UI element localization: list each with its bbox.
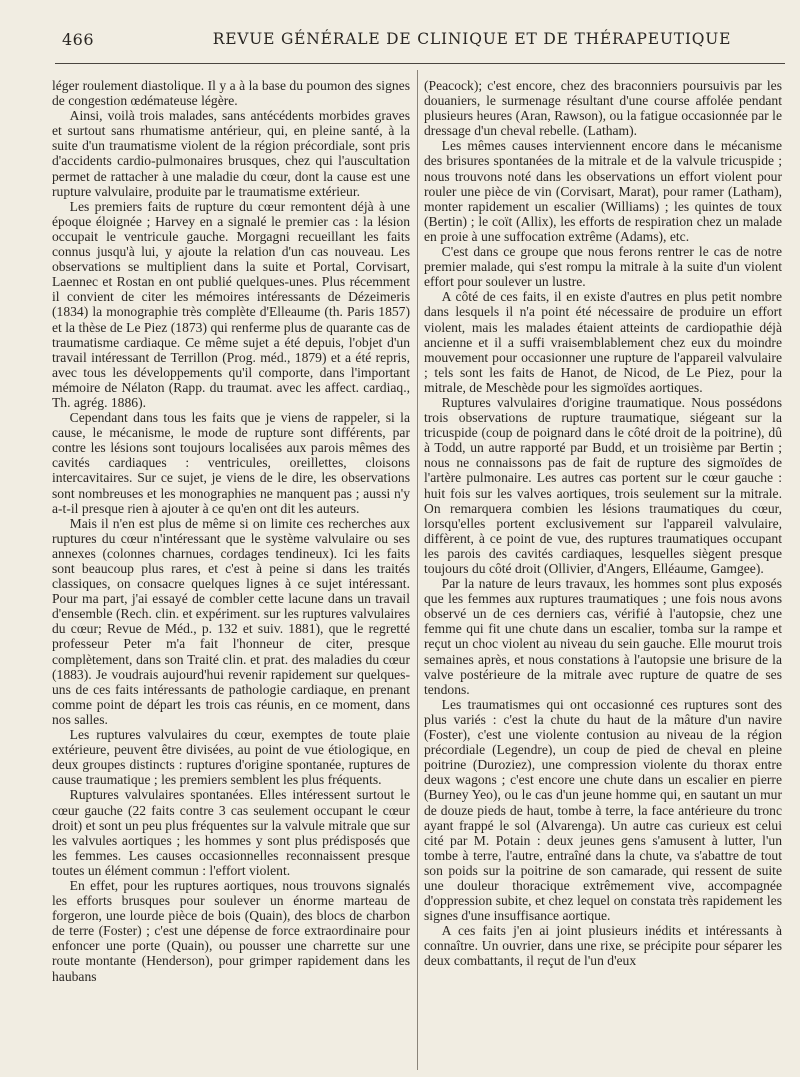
right-column [424,78,782,969]
paragraph: En effet, pour les ruptures aortiques, nous trouvons signalés les efforts brusques pour soulever un énorme marteau de forgeron, une lourde pièce de bois (Quain), des blocs de charbon de terre (Foster) ; c'est une dépense de force extraordinaire pour enfoncer une porte (Quain), ou pousser une charrette sur une route montante (Henderson), pour grimper rapidement dans les haubans [52,877,410,984]
paragraph: Par la nature de leurs travaux, les hommes sont plus exposés que les femmes aux ruptures traumatiques ; une fois nous avons observé un de ces derniers cas, vérifié à l'autopsie, chez une femme qui fit une chute dans un escalier, tomba sur la rampe et reçut un choc violent au niveau du sein gauche. Elle mourut trois semaines après, et nous constations à l'autopsie une brisure de la valve postérieure de la mitrale avec rupture de quatre de ses tendons. [424,576,782,697]
paragraph: Ainsi, voilà trois malades, sans antécédents morbides graves et surtout sans rhumatisme antérieur, qui, en pleine santé, à la suite d'un traumatisme violent de la région précordiale, sont pris d'accidents cardio-pulmonaires brusques, chez qui l'auscultation permet de rattacher à une maladie du cœur, dont la cause est une rupture valvulaire, produite par le traumatisme extérieur. [52,108,410,199]
paragraph: A côté de ces faits, il en existe d'autres en plus petit nombre dans lesquels il n'a point été nécessaire de produire un effort violent, mais les malades étaient atteints de cardiopathie déjà ancienne et il a suffi vraisemblablement chez eux du moindre mouvement pour occasionner une rupture de l'appareil valvulaire ; tels sont les faits de Hanot, de Nicod, de Le Piez, pour la mitrale, de Meschède pour les sigmoïdes aortiques. [424,289,782,395]
paragraph: C'est dans ce groupe que nous ferons rentrer le cas de notre premier malade, qui s'est rompu la mitrale à la suite d'un violent effort pour soulever un lustre. [424,244,782,290]
left-column [52,78,410,984]
paragraph: Les premiers faits de rupture du cœur remontent déjà à une époque éloignée ; Harvey en a signalé le premier cas : la lésion occupait le ventricule gauche. Morgagni recueillant les faits connus jusqu'à lui, y ajoute la relation d'un cas nouveau. Les observations se multiplient dans la suite et Portal, Corvisart, Laennec et Rostan en ont publié quelques-unes. Plus récemment il convient de citer les mémoires intéressants de Dézeimeris (1834) la monographie très complète d'Elleaume (th. Paris 1857) et la thèse de Le Piez (1873) qui renferme plus de quarante cas de traumatisme cardiaque. Ce même sujet a été depuis, l'objet d'un travail intéressant de Terrillon (Prog. méd., 1879) et a été repris, avec tous les développements qu'il comporte, dans l'important mémoire de Nélaton (Rapp. du traumat. avec les affect. cardiaq., Th. agrég. 1886). [52,198,410,410]
paragraph: Les traumatismes qui ont occasionné ces ruptures sont des plus variés : c'est la chute du haut de la mâture d'un navire (Foster), c'est une violente contusion au niveau de la région précordiale (Legendre), un coup de pied de cheval en pleine poitrine (Duroziez), une compression violente du thorax entre deux wagons ; c'est encore une chute dans un escalier en pierre (Burney Yeo), ou le cas d'un jeune homme qui, en sautant un mur de douze pieds de haut, tombe à terre, la face antérieure du tronc ayant frappé le sol (Alvarenga). Un autre cas curieux est celui cité par M. Potain : deux jeunes gens s'amusent à lutter, l'un tombe à terre, l'autre, entraîné dans la chute, va s'abattre de tout son poids sur la poitrine de son camarade, qui ressent de suite une douleur thoracique extrêmement vive, accompagnée d'oppression subite, et chez lequel on constata très rapidement les signes d'une insuffisance aortique. [424,696,782,924]
column-divider [417,70,418,1070]
paragraph: Cependant dans tous les faits que je viens de rappeler, si la cause, le mécanisme, le mode de rupture sont différents, par contre les lésions sont toujours localisées aux parois mêmes des cavités cardiaques : ventricules, oreillettes, cloisons intercavitaires. Sur ce sujet, je viens de le dire, les observations sont nombreuses et les monographies ne manquent pas ; aussi n'y a-t-il presque rien à ajouter à ce qu'en ont dit les auteurs. [52,410,410,516]
paragraph: Mais il n'en est plus de même si on limite ces recherches aux ruptures du cœur n'intéressant que le système valvulaire ou ses annexes (colonnes charnues, cordages tendineux). Ici les faits sont beaucoup plus rares, et c'est à peine si dans les traités classiques, on consacre quelques lignes à ce sujet intéressant. Pour ma part, j'ai essayé de combler cette lacune dans un travail d'ensemble (Rech. clin. et expériment. sur les ruptures valvulaires du cœur; Revue de Méd., p. 132 et suiv. 1881), que le regretté professeur Peter m'a fait l'honneur de citer, presque complètement, dans son Traité clin. et prat. des maladies du cœur (1883). Je voudrais aujourd'hui revenir rapidement sur quelques-uns de ces faits intéressants de pathologie cardiaque, en prenant comme point de départ les trois cas réunis, en ce moment, dans nos salles. [52,515,410,727]
paragraph: Ruptures valvulaires d'origine traumatique. Nous possédons trois observations de rupture traumatique, siégeant sur la tricuspide (coup de poignard dans le côté droit de la poitrine), dû à Todd, un autre rapporté par Budd, et un troisième par Bertin ; nous ne connaissons pas de fait de rupture des sigmoïdes de l'artère pulmonaire. Les autres cas portent sur le cœur gauche : huit fois sur les valves aortiques, trois seulement sur la mitrale. On remarquera combien les lésions traumatiques du cœur, lorsqu'elles portent exclusivement sur l'appareil valvulaire, diffèrent, à ce point de vue, des ruptures traumatiques occupant les parois des cavités cardiaques, lesquelles siègent presque toujours du côté droit (Ollivier, d'Angers, Elléaume, Gamgee). [424,394,782,576]
paragraph: Les ruptures valvulaires du cœur, exemptes de toute plaie extérieure, peuvent être divisées, au point de vue étiologique, en deux groupes distincts : ruptures d'origine spontanée, ruptures de cause traumatique ; les premiers semblent les plus fréquents. [52,727,410,788]
running-title: REVUE GÉNÉRALE DE CLINIQUE ET DE THÉRAPEUTIQUE [212,30,732,48]
paragraph: léger roulement diastolique. Il y a à la base du poumon des signes de congestion œdémateuse légère. [52,78,410,109]
page-header [62,30,762,52]
paragraph: Les mêmes causes interviennent encore dans le mécanisme des brisures spontanées de la mitrale et de la valvule tricuspide ; nous trouvons noté dans les observations un effort violent pour rouler une pièce de vin (Corvisart, Marat), pour ramer (Latham), monter rapidement un escalier (Williams) ; les quintes de toux (Bertin) ; le coït (Allix), les efforts de respiration chez un malade en proie à une suffocation extrême (Adams), etc. [424,138,782,244]
header-rule [55,63,785,64]
paragraph: (Peacock); c'est encore, chez des braconniers poursuivis par les douaniers, le surmenage résultant d'une course affolée pendant plusieurs heures (Aran, Rawson), ou la fatigue occasionnée par le dressage d'un cheval rebelle. (Latham). [424,78,782,139]
paragraph: A ces faits j'en ai joint plusieurs inédits et intéressants à connaître. Un ouvrier, dans une rixe, se précipite pour séparer les deux combattants, il reçut de l'un d'eux [424,923,782,969]
paragraph: Ruptures valvulaires spontanées. Elles intéressent surtout le cœur gauche (22 faits contre 3 cas seulement occupant le cœur droit) et sont un peu plus fréquentes sur la valvule mitrale que sur les valvules aortiques ; les hommes y sont plus prédisposés que les femmes. Les causes occasionnelles reconnaissent presque toutes un élément commun : l'effort violent. [52,787,410,878]
page-number: 466 [62,30,95,49]
